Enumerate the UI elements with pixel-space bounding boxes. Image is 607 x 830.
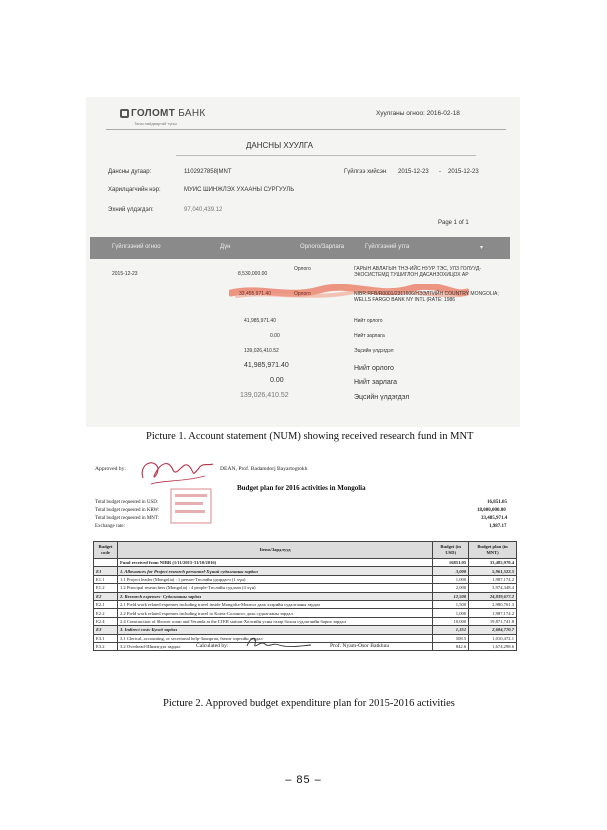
- budget-code-cell: E1.2: [94, 584, 118, 592]
- print-date: Хуулганы огноо: 2016-02-18: [376, 110, 460, 117]
- total-income-label: Нийт орлого: [354, 365, 394, 372]
- account-label: Дансны дугаар:: [108, 169, 152, 175]
- budget-mnt-cell: 24,839,677.2: [469, 592, 517, 600]
- total-mnt-label: Total budget requested in MNT:: [95, 516, 160, 521]
- budget-row: [94, 609, 517, 617]
- red-stamp: [168, 486, 218, 526]
- budget-item-cell: 1.1 Project leader (Mongolia) : 1 person-Төслийн удирдагч (1 хүн): [117, 575, 432, 583]
- budget-mnt-cell: 33,485,970.4: [469, 559, 517, 567]
- bank-logo-icon: [120, 109, 129, 118]
- budget-item-cell: 3. Indirect costs-Бусад зардал: [117, 626, 432, 634]
- budget-code-cell: E2.2: [94, 609, 118, 617]
- period-to: 2015-12-23: [448, 169, 479, 175]
- budget-row: [94, 626, 517, 634]
- budget-code-cell: E2.1: [94, 600, 118, 608]
- row2-amount: 33,455,971.40: [239, 291, 271, 297]
- budget-mnt-cell: 1,987,174.2: [469, 575, 517, 583]
- header-divider: [106, 129, 506, 130]
- budget-code-cell: [94, 559, 118, 567]
- closing-balance-small: 139,026,410.52: [244, 348, 279, 354]
- bank-name: ГОЛОМТ: [131, 108, 176, 119]
- budget-usd-cell: 2,000: [433, 584, 469, 592]
- exchange-rate-label: Exchange rate:: [95, 524, 125, 529]
- budget-item-cell: 2.2 Field work related expenses including travel to Korea-Солонгос дахь судалгааны зардал: [117, 609, 432, 617]
- budget-row: [94, 617, 517, 625]
- budget-code-cell: E1.1: [94, 575, 118, 583]
- budget-usd-cell: 1,500: [433, 600, 469, 608]
- budget-code-cell: E3.1: [94, 634, 118, 642]
- caption-picture-1: Picture 1. Account statement (NUM) showing received research fund in MNT: [146, 431, 474, 442]
- period-separator: -: [439, 169, 441, 175]
- holder-value: МУИС ШИНЖЛЭХ УХААНЫ СУРГУУЛЬ: [184, 187, 295, 193]
- row1-description: ГАРЫН АВЛАГЫН ТНЭ-ИЙС НУУР ТЭС, УЛЗ ГОЛУУД-ЭКОСИСТЕМД ТУШИГЛОН ДАСАНЗОХИЦОХ АР: [354, 266, 482, 278]
- budget-usd-cell: 508.5: [433, 634, 469, 642]
- budget-row: [94, 600, 517, 608]
- budget-usd-cell: 842.6: [433, 642, 469, 650]
- total-krw-label: Total budget requested in KRW:: [95, 508, 160, 513]
- approved-name: DEAN, Prof. Badamdorj Bayartogtokh: [220, 466, 308, 472]
- budget-code-cell: E2.4: [94, 617, 118, 625]
- budget-row: [94, 584, 517, 592]
- opening-balance-value: 97,040,439.12: [184, 207, 223, 213]
- page-info: Page 1 of 1: [438, 220, 469, 226]
- title-divider: [176, 155, 476, 156]
- budget-usd-cell: 16851.05: [433, 559, 469, 567]
- total-income: 41,985,971.40: [244, 362, 289, 369]
- budget-usd-cell: 10,000: [433, 617, 469, 625]
- budget-code-cell: E3.2: [94, 642, 118, 650]
- budget-item-cell: Fund received from NIBR (1/11/2015-31/10/2016): [117, 559, 432, 567]
- budget-item-cell: 2.4 Construction of Shower room and Veranda at the LTER station-Хөлсийн усны газар бохон судлагчийн барих зардал: [117, 617, 432, 625]
- account-value: 1102927858|MNT: [184, 169, 232, 175]
- caption-picture-2: Picture 2. Approved budget expenditure plan for 2015-2016 activities: [163, 698, 455, 709]
- budget-item-cell: 3.2 Overhead-Шимэгдэх зардал: [117, 642, 432, 650]
- calculated-label: Calculated by:: [196, 643, 229, 649]
- budget-mnt-cell: 19,871,741.8: [469, 617, 517, 625]
- budget-usd-cell: 3,000: [433, 567, 469, 575]
- budget-mnt-cell: 2,980,761.3: [469, 600, 517, 608]
- row1-amount: 8,530,000.00: [238, 271, 268, 277]
- closing-balance: 139,026,410.52: [240, 392, 289, 399]
- period-label: Гүйлгээ хийсэн: [344, 169, 387, 175]
- col-amount: Дүн: [220, 244, 231, 250]
- budget-item-cell: 3.1 Clerical, accounting, or secretarial help-Захиргаа, бичиг хэргийн зардал: [117, 634, 432, 642]
- budget-mnt-cell: 3,974,348.4: [469, 584, 517, 592]
- header-budget-usd: Budget (in USD): [433, 542, 469, 559]
- col-type: Орлого/Зарлага: [300, 244, 345, 250]
- calculator-signature: [243, 634, 313, 652]
- closing-balance-label: Эцсийн үлдэгдэл: [354, 394, 410, 401]
- budget-usd-cell: 12,500: [433, 592, 469, 600]
- budget-mnt-cell: 2,684,770.7: [469, 626, 517, 634]
- bank-suffix: БАНК: [178, 108, 206, 119]
- opening-balance-label: Эхний үлдэгдэл:: [108, 207, 154, 213]
- header-budget-mnt: Budget plan (in MNT): [469, 542, 517, 559]
- budget-item-cell: 2.1 Field work related expenses including travel inside Mongolia-Монгол дахь хээрийн судалгааны зардал: [117, 600, 432, 608]
- col-date: Гүйлгээний огноо: [112, 244, 161, 250]
- budget-code-cell: E2: [94, 592, 118, 600]
- total-income-small: 41,985,971.40: [244, 318, 276, 324]
- col-description: Гүйлгээний утга: [365, 244, 410, 250]
- row2-type: Орлого: [294, 291, 311, 297]
- total-usd-label: Total budget requested in USD:: [95, 500, 159, 505]
- total-mnt-value: 33,485,971.4: [481, 516, 508, 521]
- header-items: Items/Зардлууд: [117, 542, 432, 559]
- budget-mnt-cell: 1,674,298.6: [469, 642, 517, 650]
- total-krw-value: 18,000,000.00: [477, 508, 506, 513]
- row1-type: Орлого: [294, 266, 311, 272]
- total-expense-label: Нийт зарлага: [354, 379, 398, 386]
- exchange-rate-value: 1,987.17: [489, 524, 507, 529]
- header-budget-code: Budget code: [94, 542, 118, 559]
- holder-label: Харилцагчийн нэр:: [108, 187, 161, 193]
- page-number: – 85 –: [285, 774, 322, 786]
- budget-row: [94, 575, 517, 583]
- budget-mnt-cell: 1,987,174.2: [469, 609, 517, 617]
- total-expense-small: 0.00: [270, 333, 280, 339]
- total-usd-value: 16,851.05: [487, 500, 507, 505]
- budget-usd-cell: 1,000: [433, 575, 469, 583]
- approved-label: Approved by:: [95, 466, 126, 472]
- closing-balance-label-small: Эцсийн үлдэгдэл: [354, 348, 394, 354]
- budget-mnt-cell: 5,961,522.5: [469, 567, 517, 575]
- row1-date: 2015-12-23: [112, 271, 138, 277]
- budget-code-cell: E1: [94, 567, 118, 575]
- statement-table-header: [90, 237, 510, 259]
- budget-item-cell: 1.2 Principal researchers (Mongolia) : 4 people-Төслийн судлаач (4 хүн): [117, 584, 432, 592]
- account-statement-image: [86, 97, 520, 427]
- period-from: 2015-12-23: [398, 169, 429, 175]
- row2-description: NIBR:RFB/R0001/2311606/НЭЭЛТИЙН COUNTRY MONGOLIA; WELLS FARGO BANK NY INTL (RATE: 1986: [354, 291, 499, 303]
- budget-mnt-cell: 1,010,472.1: [469, 634, 517, 642]
- statement-title: ДАНСНЫ ХУУЛГА: [246, 141, 314, 150]
- calculated-name: Prof. Nyam-Osor Batkhuu: [330, 643, 390, 649]
- budget-item-cell: 1. Allowances for Project research personnel-Хүний судалгааны зардал: [117, 567, 432, 575]
- budget-code-cell: E3: [94, 626, 118, 634]
- budget-title: Budget plan for 2016 activities in Mongolia: [237, 484, 366, 492]
- budget-row: [94, 567, 517, 575]
- bank-tagline: Таны найдвартай түнш: [134, 121, 177, 126]
- budget-row: [94, 559, 517, 567]
- budget-usd-cell: 1,000: [433, 609, 469, 617]
- chevron-down-icon: ▾: [480, 245, 484, 251]
- budget-row: [94, 592, 517, 600]
- golomt-bank-logo: [120, 108, 205, 119]
- budget-table-header: [94, 542, 517, 559]
- total-expense-label-small: Нийт зарлага: [354, 333, 385, 339]
- budget-item-cell: 2. Research expenses- Судалгааны зардал: [117, 592, 432, 600]
- budget-usd-cell: 1,351: [433, 626, 469, 634]
- total-expense: 0.00: [270, 377, 284, 384]
- total-income-label-small: Нийт орлого: [354, 318, 383, 324]
